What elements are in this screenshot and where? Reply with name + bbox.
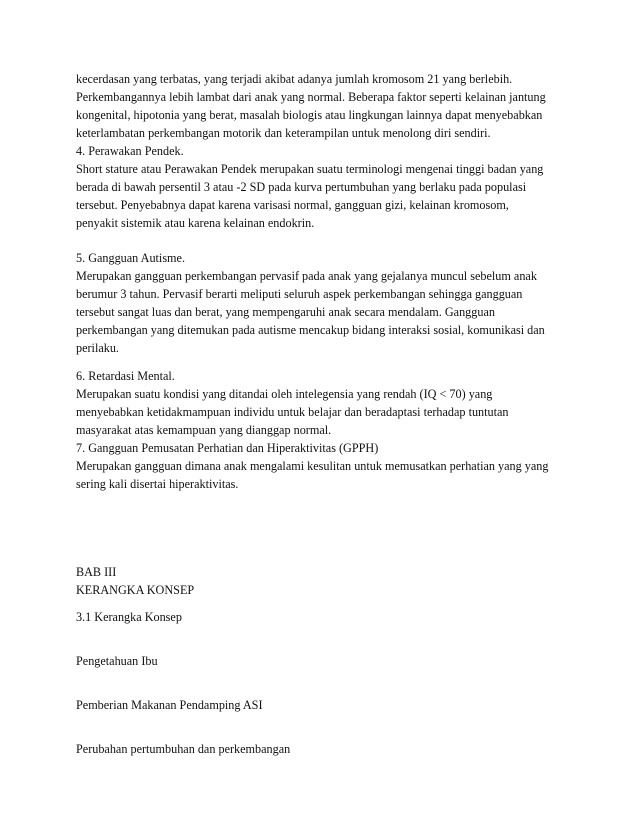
text-line: Short stature atau Perawakan Pendek merupakan suatu terminologi mengenai tinggi badan yang (76, 162, 544, 176)
text-line: perilaku. (76, 341, 119, 355)
section-heading: 4. Perawakan Pendek. (76, 144, 184, 158)
text-line: menyebabkan ketidakmampuan individu untuk belajar dan beradaptasi terhadap tuntutan (76, 405, 509, 419)
concept-item: Pengetahuan Ibu (76, 654, 158, 668)
text-line: berada di bawah persentil 3 atau -2 SD pada kurva pertumbuhan yang berlaku pada populasi (76, 180, 527, 194)
text-line: sering kali disertai hiperaktivitas. (76, 477, 239, 491)
text-line: kecerdasan yang terbatas, yang terjadi akibat adanya jumlah kromosom 21 yang berlebih. (76, 72, 513, 86)
text-line: tersebut sangat luas dan berat, yang mempengaruhi anak secara mendalam. Gangguan (76, 305, 495, 319)
text-line: penyakit sistemik atau karena kelainan endokrin. (76, 216, 315, 230)
concept-item: Perubahan pertumbuhan dan perkembangan (76, 742, 291, 756)
text-line: Merupakan gangguan perkembangan pervasif pada anak yang gejalanya muncul sebelum anak (76, 269, 537, 283)
text-line: perkembangan yang ditemukan pada autisme mencakup bidang interaksi sosial, komunikasi dan (76, 323, 545, 337)
text-line: masyarakat atas kemampuan yang dianggap normal. (76, 423, 332, 437)
text-line: Perkembangannya lebih lambat dari anak yang normal. Beberapa faktor seperti kelainan jantung (76, 90, 546, 104)
section-heading: 6. Retardasi Mental. (76, 369, 175, 383)
section-heading: 5. Gangguan Autisme. (76, 251, 185, 265)
text-line: tersebut. Penyebabnya dapat karena varisasi normal, gangguan gizi, kelainan kromosom, (76, 198, 509, 212)
section-heading: 7. Gangguan Pemusatan Perhatian dan Hiperaktivitas (GPPH) (76, 441, 379, 455)
concept-item: Pemberian Makanan Pendamping ASI (76, 698, 263, 712)
text-line: Merupakan gangguan dimana anak mengalami kesulitan untuk memusatkan perhatian yang yang (76, 459, 549, 473)
subsection-heading: 3.1 Kerangka Konsep (76, 610, 182, 624)
chapter-title: KERANGKA KONSEP (76, 583, 195, 597)
text-line: Merupakan suatu kondisi yang ditandai oleh intelegensia yang rendah (IQ < 70) yang (76, 387, 493, 401)
text-line: kongenital, hipotonia yang berat, masalah biologis atau lingkungan lainnya dapat menyebabkan (76, 108, 543, 122)
chapter-label: BAB III (76, 565, 117, 579)
text-line: berumur 3 tahun. Pervasif berarti meliputi seluruh aspek perkembangan sehingga gangguan (76, 287, 523, 301)
text-line: keterlambatan perkembangan motorik dan keterampilan untuk menolong diri sendiri. (76, 126, 491, 140)
